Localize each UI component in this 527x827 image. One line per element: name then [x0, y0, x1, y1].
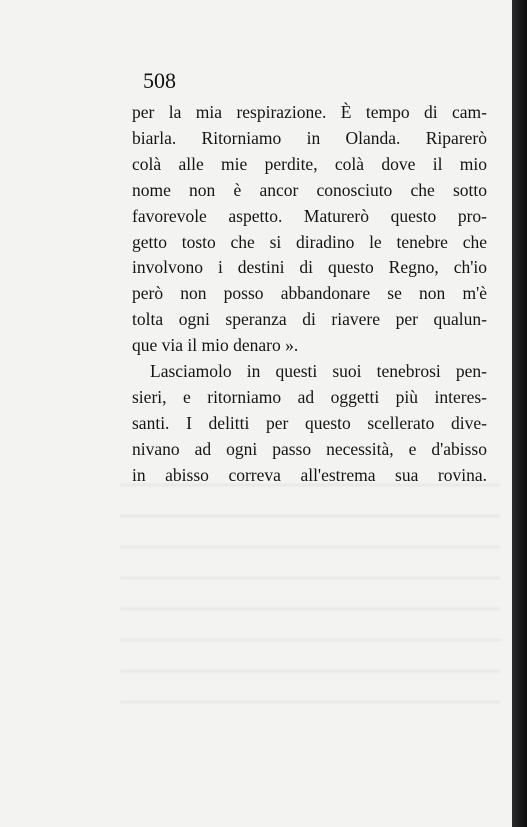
text-line: però non posso abbandonare se non m'è: [132, 283, 487, 304]
scan-edge: [512, 0, 527, 827]
text-line: nivano ad ogni passo necessità, e d'abisso: [132, 438, 487, 459]
body-text: [132, 100, 487, 489]
text-line: biarla. Ritorniamo in Olanda. Riparerò: [132, 127, 487, 148]
text-line: getto tosto che si diradino le tenebre che: [132, 231, 487, 252]
text-line: que via il mio denaro ».: [132, 335, 299, 356]
text-line: colà alle mie perdite, colà dove il mio: [132, 153, 487, 174]
text-line: favorevole aspetto. Maturerò questo pro-: [132, 205, 487, 226]
text-line: in abisso correva all'estrema sua rovina.: [132, 464, 487, 485]
bleed-through-text: [120, 470, 500, 710]
text-line: per la mia respirazione. È tempo di cam-: [132, 102, 487, 122]
text-line: santi. I delitti per questo scellerato dive-: [132, 412, 487, 433]
text-line: involvono i destini di questo Regno, ch'io: [132, 257, 487, 278]
page-number: 508: [143, 68, 176, 93]
text-line: Lasciamolo in questi suoi tenebrosi pen-: [150, 361, 487, 382]
text-line: tolta ogni speranza di riavere per qualun-: [132, 309, 487, 330]
text-line: sieri, e ritorniamo ad oggetti più interes-: [132, 386, 487, 407]
text-line: nome non è ancor conosciuto che sotto: [132, 179, 487, 200]
